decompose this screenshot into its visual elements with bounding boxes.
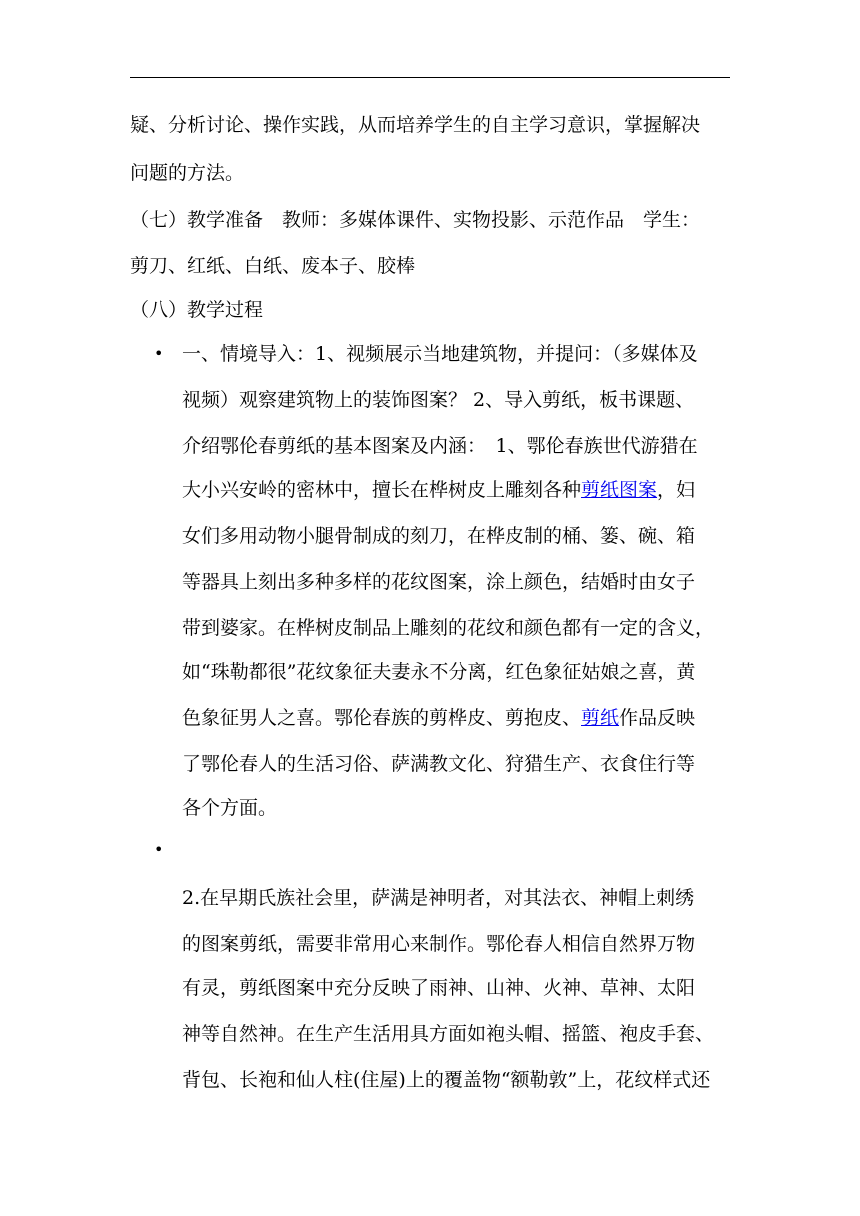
text-run: 色象征男人之喜。鄂伦春族的剪桦皮、剪抱皮、 [182, 707, 582, 729]
paragraph-line: 疑、分析讨论、操作实践，从而培养学生的自主学习意识，掌握解决 [130, 114, 701, 136]
papercut-pattern-link[interactable]: 剪纸图案 [581, 479, 658, 501]
list-item-line: 背包、长袍和仙人柱(住屋)上的覆盖物“额勒敦”上，花纹样式还 [182, 1069, 711, 1091]
text-run: ，妇 [657, 479, 696, 501]
list-item-line: 有灵，剪纸图案中充分反映了雨神、山神、火神、草神、太阳 [182, 977, 696, 999]
list-item-line: 一、情境导入：1、视频展示当地建筑物，并提问：（多媒体及 [182, 343, 698, 365]
list-item-line: 女们多用动物小腿骨制成的刻刀，在桦皮制的桶、篓、碗、箱 [182, 525, 696, 547]
text-run: 作品反映 [619, 707, 696, 729]
paragraph-line: （七）教学准备 教师：多媒体课件、实物投影、示范作品 学生： [130, 209, 701, 231]
list-item-line: 了鄂伦春人的生活习俗、萨满教文化、狩猎生产、衣食住行等 [182, 753, 696, 775]
list-bullet: • [154, 344, 164, 363]
list-item-line: 的图案剪纸，需要非常用心来制作。鄂伦春人相信自然界万物 [182, 933, 696, 955]
list-item-line: 如“珠勒都很”花纹象征夫妻永不分离，红色象征姑娘之喜，黄 [182, 661, 696, 683]
list-item-line [182, 478, 695, 502]
list-item-line: 带到婆家。在桦树皮制品上雕刻的花纹和颜色都有一定的含义， [182, 617, 715, 639]
header-rule [130, 77, 730, 78]
list-item-line: 神等自然神。在生产生活用具方面如袍头帽、摇篮、袍皮手套、 [182, 1023, 715, 1045]
list-item-line: 各个方面。 [182, 797, 278, 819]
paragraph-line: 剪刀、红纸、白纸、废本子、胶棒 [130, 255, 416, 277]
paragraph-line: 问题的方法。 [130, 162, 245, 184]
list-item-line: 等器具上刻出多种多样的花纹图案，涂上颜色，结婚时由女子 [182, 571, 696, 593]
papercut-link[interactable]: 剪纸 [581, 707, 620, 729]
list-item-line: 2.在早期氏族社会里，萨满是神明者，对其法衣、神帽上刺绣 [182, 887, 695, 909]
list-item-line [182, 706, 695, 730]
section-heading: （八）教学过程 [130, 299, 264, 321]
list-bullet: • [154, 840, 164, 859]
list-item-line: 介绍鄂伦春剪纸的基本图案及内涵： 1、鄂伦春族世代游猎在 [182, 435, 698, 457]
list-item-line: 视频）观察建筑物上的装饰图案？ 2、导入剪纸，板书课题、 [182, 389, 695, 411]
text-run: 大小兴安岭的密林中，擅长在桦树皮上雕刻各种 [182, 479, 582, 501]
